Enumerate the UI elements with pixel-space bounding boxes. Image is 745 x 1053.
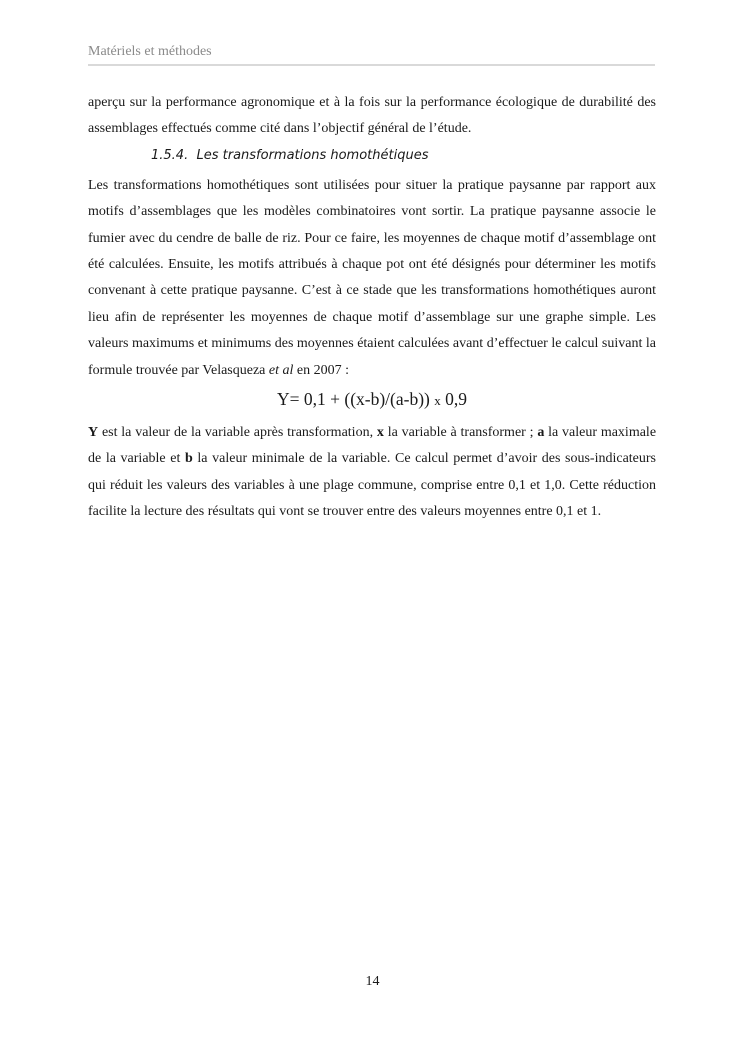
citation-et-al: et al	[268, 362, 294, 378]
intro-paragraph: aperçu sur la performance agronomique et à la fois sur la performance écologique de durabilité des assemblages effectués comme cité dans l’objectif général de l’étude.	[88, 95, 656, 137]
section-title: Les transformations homothétiques	[196, 147, 429, 163]
paragraph-end-text: en 2007 :	[296, 362, 349, 378]
definition-text-1: est la valeur de la variable après transformation,	[101, 425, 374, 441]
page-number: 14	[365, 974, 380, 989]
definition-text-3: la valeur maximale de la variable et	[88, 425, 657, 467]
formula-left: Y= 0,1 + ((x-b)/(a-b))	[276, 389, 430, 410]
formula	[88, 384, 656, 416]
variable-a: a	[537, 425, 545, 441]
paragraph-variable-definitions	[88, 420, 656, 526]
variable-b: b	[185, 451, 193, 467]
header-divider	[88, 64, 655, 66]
running-header-title: Matériels et méthodes	[88, 44, 212, 59]
definition-text-2: la variable à transformer ;	[387, 425, 534, 441]
formula-operator: x	[434, 393, 441, 409]
page-body	[88, 90, 656, 526]
section-number: 1.5.4.	[151, 147, 189, 163]
section-heading	[151, 143, 656, 169]
variable-y: Y	[88, 425, 99, 441]
variable-x: x	[376, 425, 384, 441]
paragraph-transformations	[88, 173, 656, 384]
paragraph-main-text: Les transformations homothétiques sont utilisées pour situer la pratique paysanne par rapport aux motifs d’assemblages que les modèles combinatoires vont sortir. La pratique paysanne associe le fumier avec du cendre de balle de riz. Pour ce faire, les moyennes de chaque motif d’assemblage ont été calculées. Ensuite, les motifs attribués à chaque pot ont été désignés pour déterminer les motifs convenant à cette pratique paysanne. C’est à ce stade que les transformations homothétiques auront lieu afin de représenter les moyennes de chaque motif d’assemblage sur une graphe simple. Les valeurs maximums et minimums des moyennes étaient calculées avant d’effectuer le calcul suivant la formule trouvée par Velasqueza	[88, 177, 656, 378]
definition-text-4: la valeur minimale de la variable. Ce calcul permet d’avoir des sous-indicateurs qui réduit les valeurs des variables à une plage commune, comprise entre 0,1 et 1,0. Cette réduction facilite la lecture des résultats qui vont se trouver entre des valeurs moyennes entre 0,1 et 1.	[88, 451, 657, 520]
formula-right: 0,9	[445, 389, 467, 410]
